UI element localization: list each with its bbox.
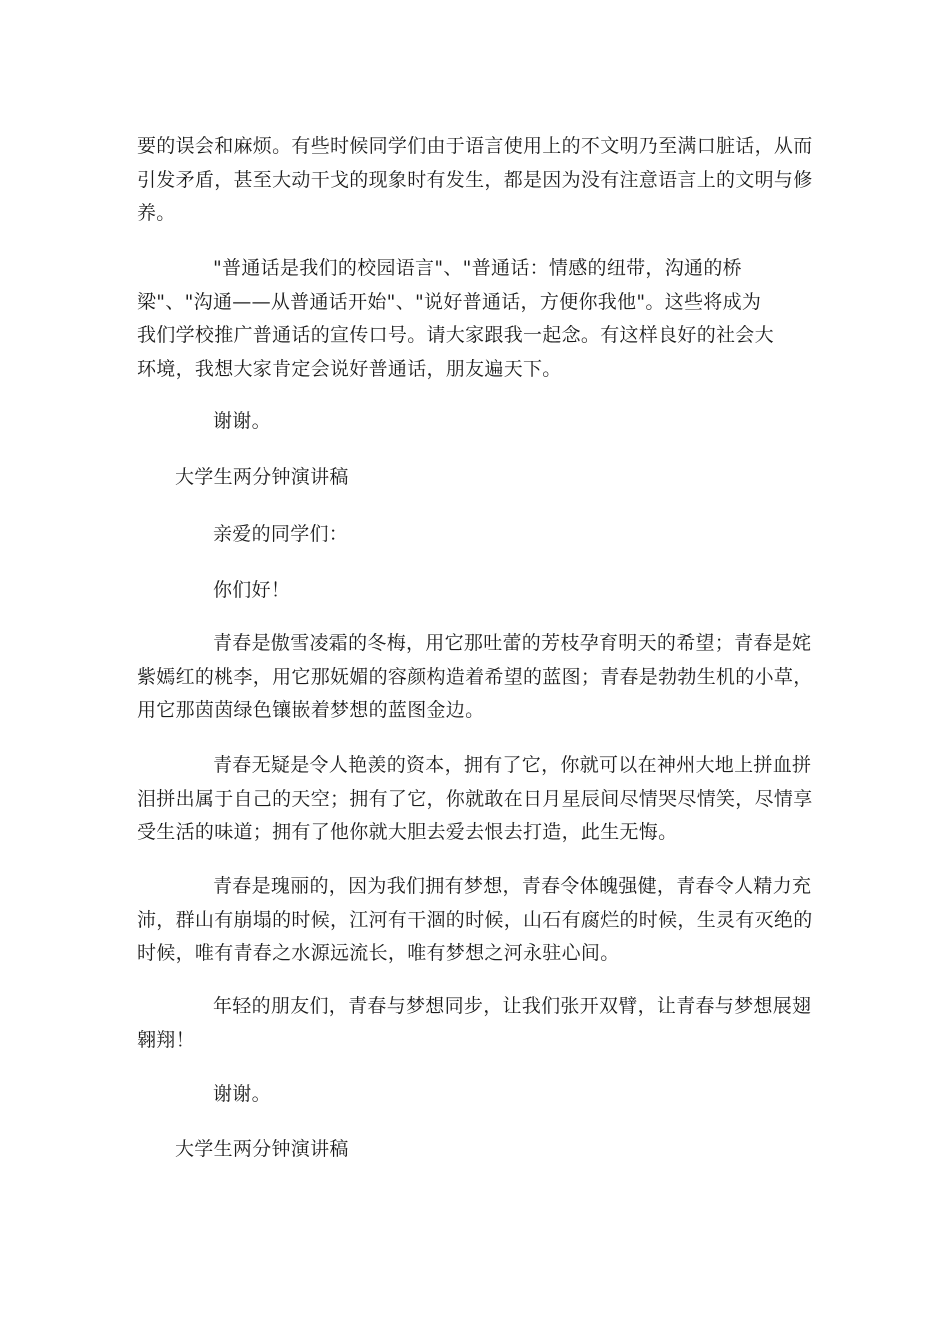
section-title-2: 大学生两分钟演讲稿 (175, 1138, 349, 1160)
paragraph-continuation: 要的误会和麻烦。有些时候同学们由于语言使用上的不文明乃至满口脏话，从而引发矛盾，甚至大动干戈的现象时有发生，都是因为没有注意语言上的文明与修养。 (137, 135, 813, 224)
paragraph-youth-capital: 青春无疑是令人艳羡的资本，拥有了它，你就可以在神州大地上拼血拼泪拼出属于自己的天空；拥有了它，你就敢在日月星辰间尽情哭尽情笑，尽情享受生活的味道；拥有了他你就大胆去爱去恨去打造，此生无悔。 (137, 754, 813, 843)
paragraph-salutation: 亲爱的同学们： (213, 523, 349, 545)
paragraph-youth-dreams: 青春是瑰丽的，因为我们拥有梦想，青春令体魄强健，青春令人精力充沛，群山有崩塌的时候，江河有干涸的时候，山石有腐烂的时候，生灵有灭绝的时候，唯有青春之水源远流长，唯有梦想之河永驻心间。 (137, 875, 813, 964)
paragraph-young-friends: 年轻的朋友们，青春与梦想同步，让我们张开双臂，让青春与梦想展翅翱翔！ (137, 995, 812, 1051)
paragraph-thanks: 谢谢。 (213, 410, 271, 432)
paragraph-slogans: "普通话是我们的校园语言"、"普通话：情感的纽带，沟通的桥梁"、"沟通——从普通话开始"、"说好普通话，方便你我他"。这些将成为我们学校推广普通话的宣传口号。请大家跟我一起念。有这样良好的社会大环境，我想大家肯定会说好普通话，朋友遍天下。 (137, 257, 774, 380)
paragraph-thanks-2: 谢谢。 (213, 1083, 271, 1105)
paragraph-youth-metaphors: 青春是傲雪凌霜的冬梅，用它那吐蕾的芳枝孕育明天的希望；青春是姹紫嫣红的桃李，用它那妩媚的容颜构造着希望的蓝图；青春是勃勃生机的小草，用它那茵茵绿色镶嵌着梦想的蓝图金边。 (137, 632, 813, 721)
paragraph-greeting: 你们好！ (213, 579, 291, 601)
section-title: 大学生两分钟演讲稿 (175, 466, 349, 488)
